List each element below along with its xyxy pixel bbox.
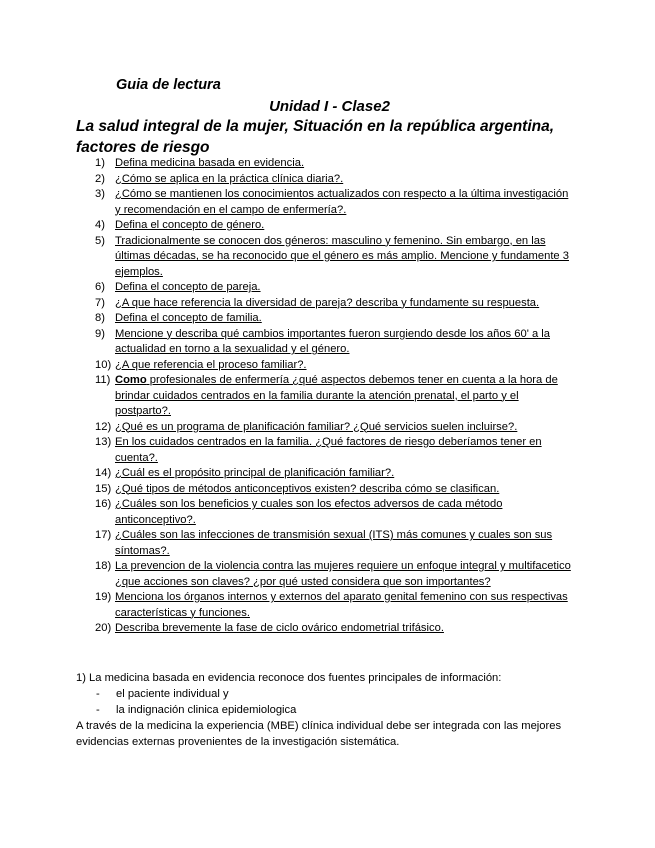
question-text: Menciona los órganos internos y externos del aparato genital femenino con sus respectivas características y funciones. bbox=[115, 591, 568, 619]
answer-intro: 1) La medicina basada en evidencia reconoce dos fuentes principales de información: bbox=[76, 672, 502, 684]
list-item: 15) ¿Qué tipos de métodos anticonceptivos existen? describa cómo se clasifican. bbox=[95, 482, 500, 495]
list-item: 3) ¿Cómo se mantienen los conocimientos actualizados con respecto a la última investigación y recomendación en el campo de enfermería?. bbox=[95, 188, 569, 216]
question-text: ¿A que hace referencia la diversidad de pareja? describa y fundamente su respuesta. bbox=[115, 296, 540, 309]
answer-paragraph: A través de la medicina la experiencia (MBE) clínica individual debe ser integrada con las mejores evidencias externas provenientes de la investigación sistemática. bbox=[76, 720, 562, 748]
question-text: Tradicionalmente se conocen dos géneros: masculino y femenino. Sin embargo, en las últimas décadas, se ha reconocido que el género es más amplio. Mencione y fundamente 3 ejemplos. bbox=[115, 234, 569, 278]
question-text: ¿Cuáles son las infecciones de transmisión sexual (ITS) más comunes y cuales son sus síntomas?. bbox=[115, 529, 553, 557]
unit-heading: Unidad I - Clase2 bbox=[269, 98, 390, 115]
question-text: ¿Cuál es el propósito principal de planificación familiar?. bbox=[115, 467, 395, 479]
question-text: Defina el concepto de familia. bbox=[115, 312, 262, 324]
list-item: 10) ¿A que referencia el proceso familiar?. bbox=[95, 358, 307, 371]
question-list bbox=[76, 156, 576, 637]
list-item: 16) ¿Cuáles son los beneficios y cuales son los efectos adversos de cada método anticonceptivo?. bbox=[95, 498, 503, 526]
question-text: ¿Qué es un programa de planificación familiar? ¿Qué servicios suelen incluirse?. bbox=[115, 420, 518, 433]
list-item: - el paciente individual y bbox=[96, 688, 229, 700]
list-item: 20) Describa brevemente la fase de ciclo ovárico endometrial trifásico. bbox=[95, 622, 444, 634]
answer-section bbox=[76, 670, 576, 750]
question-text: La prevencion de la violencia contra las mujeres requiere un enfoque integral y multifacetico ¿que acciones son claves? ¿por qué usted considera que son importantes? bbox=[115, 560, 571, 588]
question-text: Como profesionales de enfermería ¿qué aspectos debemos tener en cuenta a la hora de brindar cuidados centrados en la familia durante la atención prenatal, el parto y el postparto?. bbox=[115, 374, 558, 417]
question-text: ¿Cuáles son los beneficios y cuales son los efectos adversos de cada método anticonceptivo?. bbox=[115, 498, 503, 526]
list-item: 12) ¿Qué es un programa de planificación familiar? ¿Qué servicios suelen incluirse?. bbox=[95, 420, 518, 433]
list-item: 14) ¿Cuál es el propósito principal de planificación familiar?. bbox=[95, 467, 395, 479]
question-text: ¿A que referencia el proceso familiar?. bbox=[115, 358, 307, 371]
list-item: 6) Defina el concepto de pareja. bbox=[95, 281, 261, 293]
list-item: 7) ¿A que hace referencia la diversidad de pareja? describa y fundamente su respuesta. bbox=[95, 296, 540, 309]
list-item: 17) ¿Cuáles son las infecciones de transmisión sexual (ITS) más comunes y cuales son sus síntomas?. bbox=[95, 529, 553, 557]
list-item: 5) Tradicionalmente se conocen dos géneros: masculino y femenino. Sin embargo, en las últimas décadas, se ha reconocido que el género es más amplio. Mencione y fundamente 3 ejemplos. bbox=[95, 234, 569, 278]
list-item: 9) Mencione y describa qué cambios importantes fueron surgiendo desde los años 60' a la actualidad en torno a la sexualidad y el género. bbox=[95, 327, 550, 355]
question-text: Defina el concepto de género. bbox=[115, 219, 265, 231]
list-item: 4) Defina el concepto de género. bbox=[95, 219, 265, 231]
list-item: 13) En los cuidados centrados en la familia. ¿Qué factores de riesgo deberíamos tener en cuenta?. bbox=[95, 436, 542, 464]
question-text: Defina el concepto de pareja. bbox=[115, 281, 261, 293]
question-text: ¿Cómo se aplica en la práctica clínica diaria?. bbox=[115, 172, 344, 185]
list-item: 11) Como profesionales de enfermería ¿qué aspectos debemos tener en cuenta a la hora de brindar cuidados centrados en la familia durante la atención prenatal, el parto y el postparto?. bbox=[95, 374, 558, 417]
bold-prefix: Como bbox=[115, 374, 147, 386]
list-item: - la indignación clinica epidemiologica bbox=[96, 704, 297, 716]
list-item: 1) Defina medicina basada en evidencia. bbox=[95, 157, 305, 169]
question-text: Defina medicina basada en evidencia. bbox=[115, 157, 305, 169]
guide-label: Guia de lectura bbox=[116, 77, 221, 93]
question-text: Describa brevemente la fase de ciclo ovárico endometrial trifásico. bbox=[115, 622, 444, 634]
list-item: 2) ¿Cómo se aplica en la práctica clínica diaria?. bbox=[95, 172, 344, 185]
question-text: En los cuidados centrados en la familia. ¿Qué factores de riesgo deberíamos tener en cuenta?. bbox=[115, 436, 542, 464]
list-item: 18) La prevencion de la violencia contra las mujeres requiere un enfoque integral y multifacetico ¿que acciones son claves? ¿por qué usted considera que son importantes? bbox=[95, 560, 571, 588]
list-item: 19) Menciona los órganos internos y externos del aparato genital femenino con sus respectivas características y funciones. bbox=[95, 591, 568, 619]
question-text: Mencione y describa qué cambios importantes fueron surgiendo desde los años 60' a la actualidad en torno a la sexualidad y el género. bbox=[115, 327, 550, 355]
question-text: ¿Cómo se mantienen los conocimientos actualizados con respecto a la última investigación y recomendación en el campo de enfermería?. bbox=[115, 188, 569, 216]
question-text: ¿Qué tipos de métodos anticonceptivos existen? describa cómo se clasifican. bbox=[115, 482, 500, 495]
list-item: 8) Defina el concepto de familia. bbox=[95, 312, 262, 324]
document-title: La salud integral de la mujer, Situación en la república argentina, factores de riesgo bbox=[76, 118, 555, 156]
